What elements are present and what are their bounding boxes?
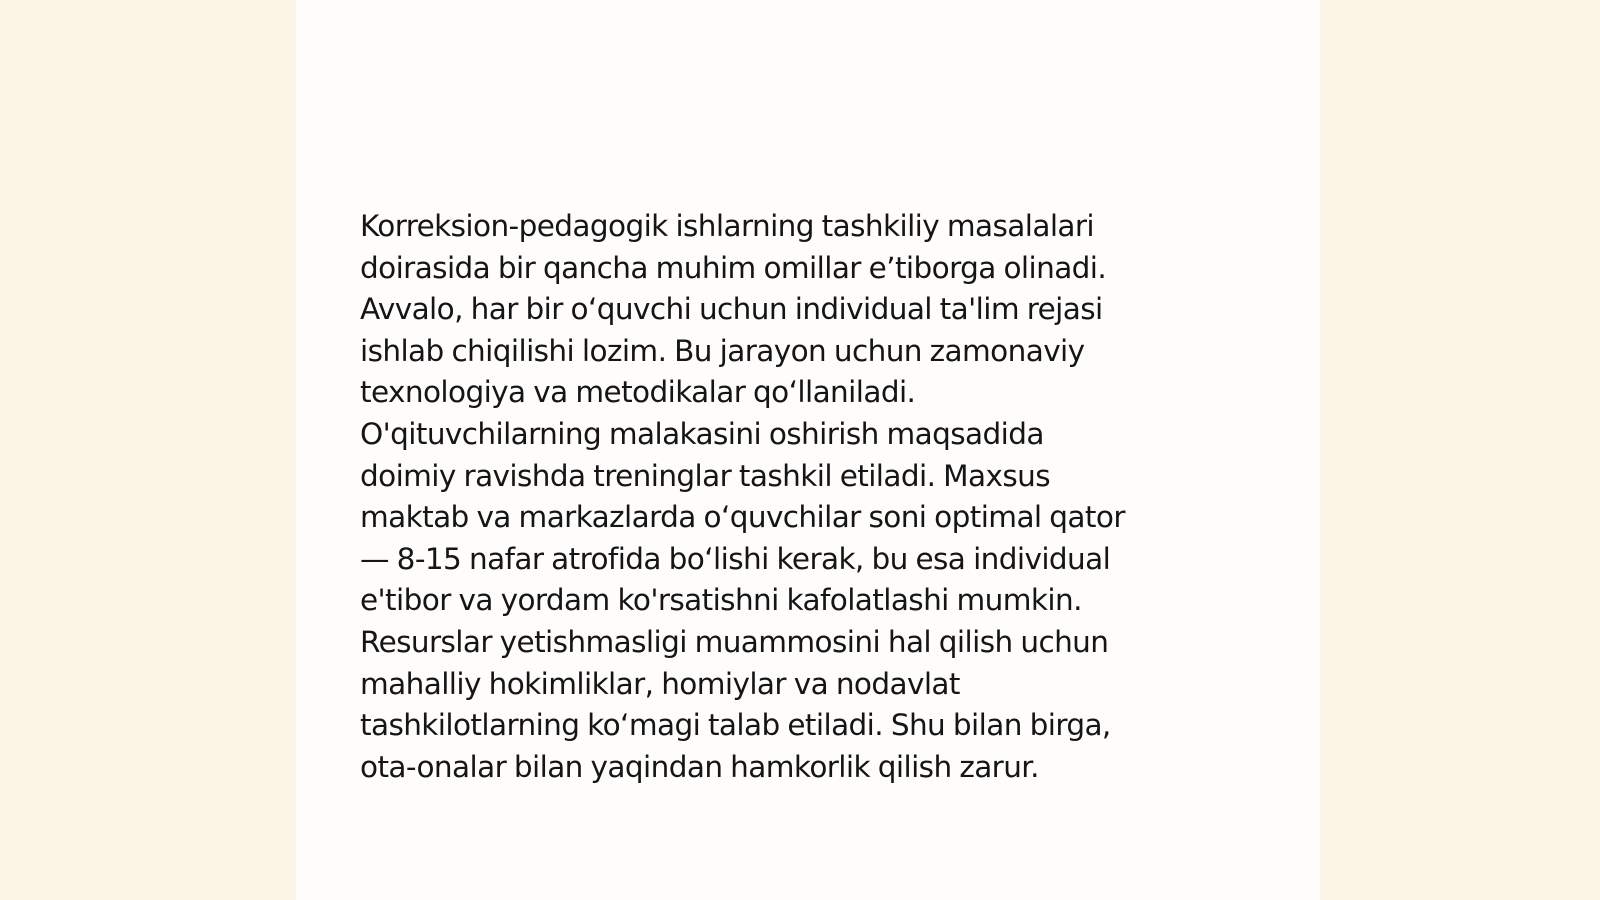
right-backdrop [1320,0,1600,900]
text-line: — 8-15 nafar atrofida bo‘lishi kerak, bu esa individual [360,541,1111,576]
text-line: ota-onalar bilan yaqindan hamkorlik qilish zarur. [360,749,1039,784]
text-line: mahalliy hokimliklar, homiylar va nodavlat [360,666,960,701]
text-line: Korreksion-pedagogik ishlarning tashkiliy masalalari [360,209,1095,243]
text-line: tashkilotlarning ko‘magi talab etiladi. Shu bilan birga, [360,708,1111,743]
text-line: Resurslar yetishmasligi muammosini hal qilish uchun [360,624,1109,659]
text-line: Avvalo, har bir o‘quvchi uchun individual ta'lim rejasi [360,292,1103,327]
text-line: texnologiya va metodikalar qo‘llaniladi. [360,375,916,410]
left-backdrop [0,0,296,900]
text-line: O'qituvchilarning malakasini oshirish maqsadida [360,416,1044,451]
text-line: ishlab chiqilishi lozim. Bu jarayon uchun zamonaviy [360,333,1085,368]
slide-body-text [360,206,1260,788]
text-line: maktab va markazlarda o‘quvchilar soni optimal qator [360,500,1125,535]
text-line: doirasida bir qancha muhim omillar e’tiborga olinadi. [360,250,1107,285]
text-line: doimiy ravishda treninglar tashkil etiladi. Maxsus [360,458,1050,493]
slide-page [296,0,1320,900]
text-line: e'tibor va yordam ko'rsatishni kafolatlashi mumkin. [360,583,1082,618]
